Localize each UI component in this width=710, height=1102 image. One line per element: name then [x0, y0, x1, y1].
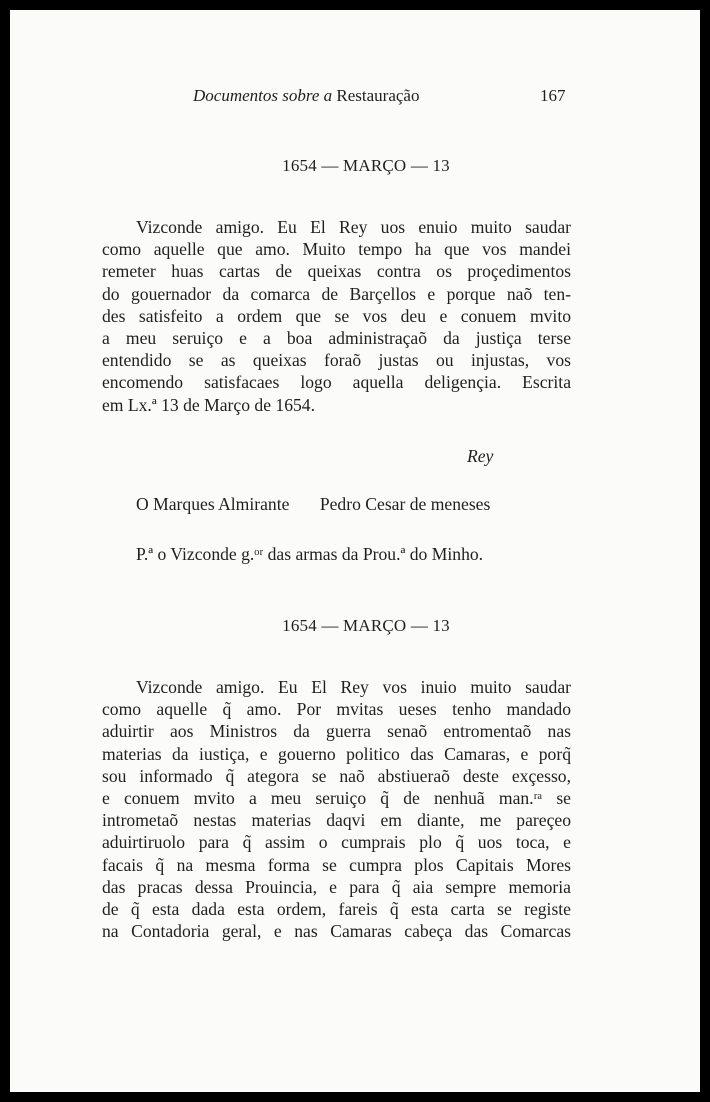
letter2-line: aduirtir aos Ministros da guerra senaõ entromentaõ nas [102, 721, 571, 742]
running-head [10, 86, 700, 110]
letter2-line: facais q̃ na mesma forma se cumpra plos Capitais Mores [102, 854, 571, 875]
letter1-line: do gouernador da comarca de Barçellos e porque naõ ten- [102, 283, 571, 304]
letter2-line: de q̃ esta dada esta ordem, fareis q̃ esta carta se registe [102, 898, 571, 919]
running-title-article: a [323, 86, 333, 105]
letter1-line: como aquelle que amo. Muito tempo ha que vos mandei [102, 239, 571, 260]
letter2-line: na Contadoria geral, e nas Camaras cabeça das Comarcas [102, 921, 571, 942]
letter1-address: P.ª o Vizconde g.ᵒʳ das armas da Prou.ª do Minho. [136, 544, 484, 564]
letter1-line: remeter huas cartas de queixas contra os proçedimentos [102, 261, 571, 282]
signatory-2: Pedro Cesar de meneses [319, 494, 491, 514]
letter1-signature: Rey [467, 446, 494, 466]
letter2-line: aduirtiruolo para q̃ assim o cumprais plo q̃ uos toca, e [102, 832, 571, 853]
letter2-line: intrometaõ nestas materias daqvi em diante, me pareçeo [102, 810, 571, 831]
letter2-line: Vizconde amigo. Eu El Rey vos inuio muito saudar [136, 677, 571, 697]
letter1-line: encomendo satisfacaes logo aquella deligençia. Escrita [102, 372, 571, 393]
letter1-line: em Lx.ª 13 de Março de 1654. [102, 394, 315, 415]
letter1-signatories [136, 494, 490, 515]
letter1-line: des satisfeito a ordem que se vos deu e conuem mvito [102, 305, 571, 326]
letter1-date-heading: 1654 — MARÇO — 13 [282, 156, 450, 175]
letter1-line: entendido se as queixas foraõ justas ou injustas, vos [102, 350, 571, 371]
page-number: 167 [540, 86, 566, 105]
letter2-date-heading: 1654 — MARÇO — 13 [282, 616, 450, 635]
letter2-line: materias da iustiça, e gouerno politico das Camaras, e porq̃ [102, 743, 571, 764]
running-title-roman: Restauração [336, 86, 420, 105]
running-title-italic: Documentos sobre [193, 86, 320, 105]
book-page [10, 10, 700, 1092]
letter2-line: e conuem mvito a meu seruiço q̃ de nenhuã man.ʳᵃ se [102, 787, 571, 808]
letter2-line: das pracas dessa Prouincia, e para q̃ aia sempre memoria [102, 876, 571, 897]
running-title [193, 86, 419, 106]
letter2-line: como aquelle q̃ amo. Por mvitas ueses tenho mandado [102, 699, 571, 720]
signatory-1: O Marques Almirante [136, 494, 290, 514]
letter1-line: a meu seruiço e a boa administraçaõ da justiça terse [102, 327, 571, 348]
letter2-line: sou informado q̃ ategora se naõ abstiueraõ deste exçesso, [102, 765, 571, 786]
letter1-line: Vizconde amigo. Eu El Rey uos enuio muito saudar [136, 217, 571, 237]
letter1-body [102, 216, 571, 416]
letter2-body [102, 676, 571, 942]
